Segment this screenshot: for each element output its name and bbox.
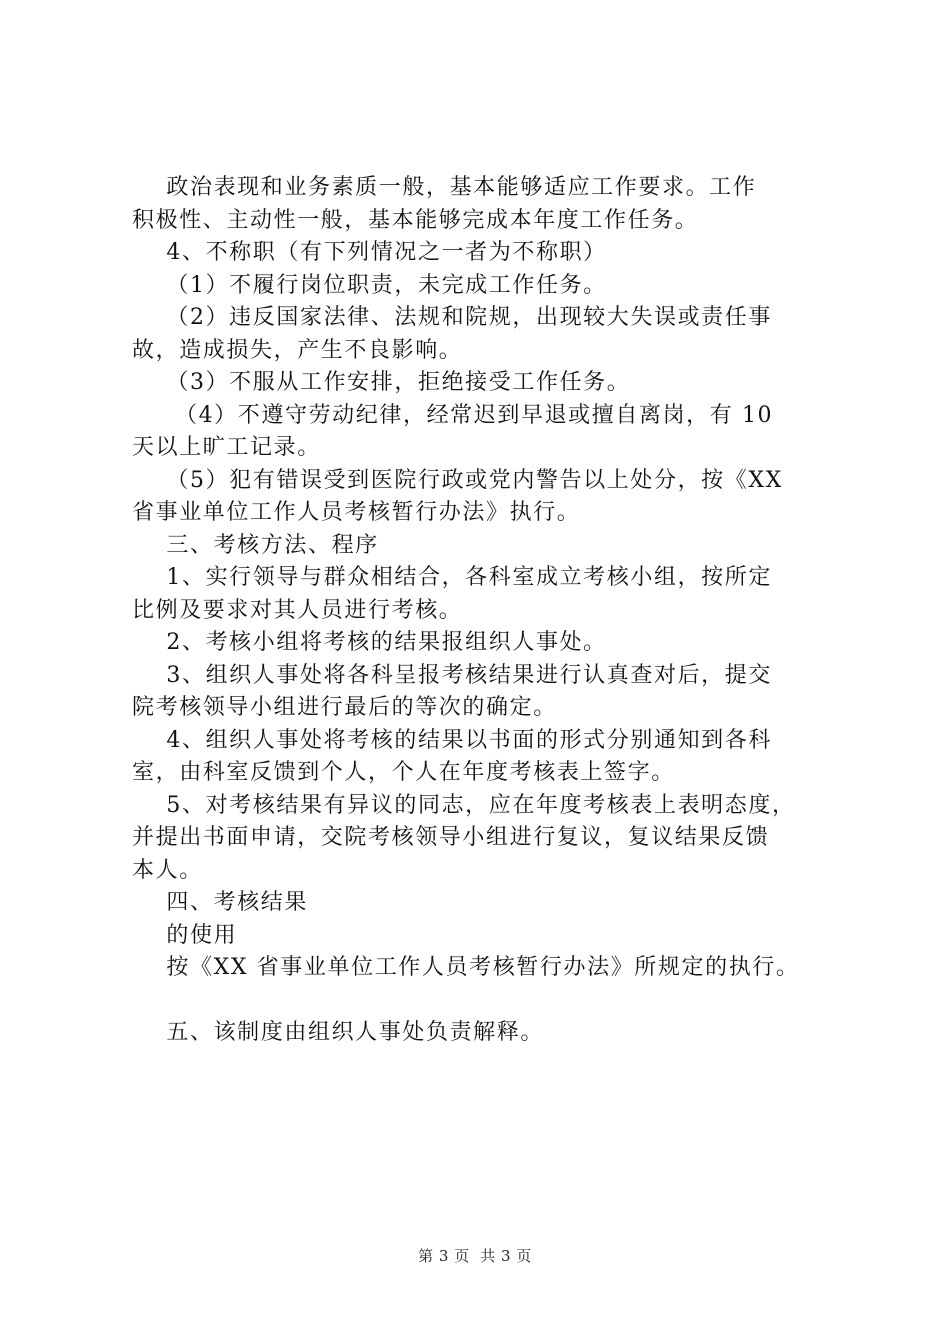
paragraph-line: （3）不服从工作安排，拒绝接受工作任务。 [132, 370, 631, 395]
paragraph-line: 室，由科室反馈到个人，个人在年度考核表上签字。 [132, 760, 675, 785]
section-heading: 三、考核方法、程序 [132, 532, 379, 558]
paragraph-line: 本人。 [132, 857, 203, 883]
section-heading: 五、该制度由组织人事处负责解释。 [132, 1020, 544, 1045]
paragraph-line: 比例及要求对其人员进行考核。 [132, 597, 463, 623]
paragraph-line: 3、组织人事处将各科呈报考核结果进行认真查对后，提交 [132, 662, 772, 688]
paragraph-line: 院考核领导小组进行最后的等次的确定。 [132, 695, 557, 720]
paragraph-line: 按《XX 省事业单位工作人员考核暂行办法》所规定的执行。 [132, 955, 800, 980]
paragraph-line: 2、考核小组将考核的结果报组织人事处。 [132, 630, 607, 655]
section-heading: 的使用 [132, 922, 238, 948]
paragraph-line: 4、不称职（有下列情况之一者为不称职） [132, 240, 607, 265]
paragraph-line: 并提出书面申请，交院考核领导小组进行复议，复议结果反馈 [132, 825, 770, 850]
paragraph-line: 1、实行领导与群众相结合，各科室成立考核小组，按所定 [132, 565, 772, 590]
paragraph-line: 积极性、主动性一般，基本能够完成本年度工作任务。 [132, 207, 699, 233]
paragraph-line: （5）犯有错误受到医院行政或党内警告以上处分，按《XX [132, 467, 783, 493]
paragraph-line: （2）违反国家法律、法规和院规，出现较大失误或责任事 [132, 305, 772, 330]
paragraph-line: （1）不履行岗位职责，未完成工作任务。 [132, 272, 607, 298]
blank-line [132, 985, 847, 1018]
paragraph-line: 政治表现和业务素质一般，基本能够适应工作要求。工作 [132, 175, 757, 200]
paragraph-line: 5、对考核结果有异议的同志，应在年度考核表上表明态度， [132, 792, 796, 818]
paragraph-line: （4）不遵守劳动纪律，经常迟到早退或擅自离岗，有 10 [132, 402, 774, 428]
page-number-footer: 第 3 页 共 3 页 [418, 1247, 532, 1265]
document-body [132, 172, 847, 1050]
paragraph-line: 省事业单位工作人员考核暂行办法》执行。 [132, 500, 581, 525]
paragraph-line: 故，造成损失，产生不良影响。 [132, 337, 463, 363]
paragraph-line: 4、组织人事处将考核的结果以书面的形式分别通知到各科 [132, 727, 772, 753]
paragraph-line: 天以上旷工记录。 [132, 435, 321, 460]
section-heading: 四、考核结果 [132, 890, 308, 915]
